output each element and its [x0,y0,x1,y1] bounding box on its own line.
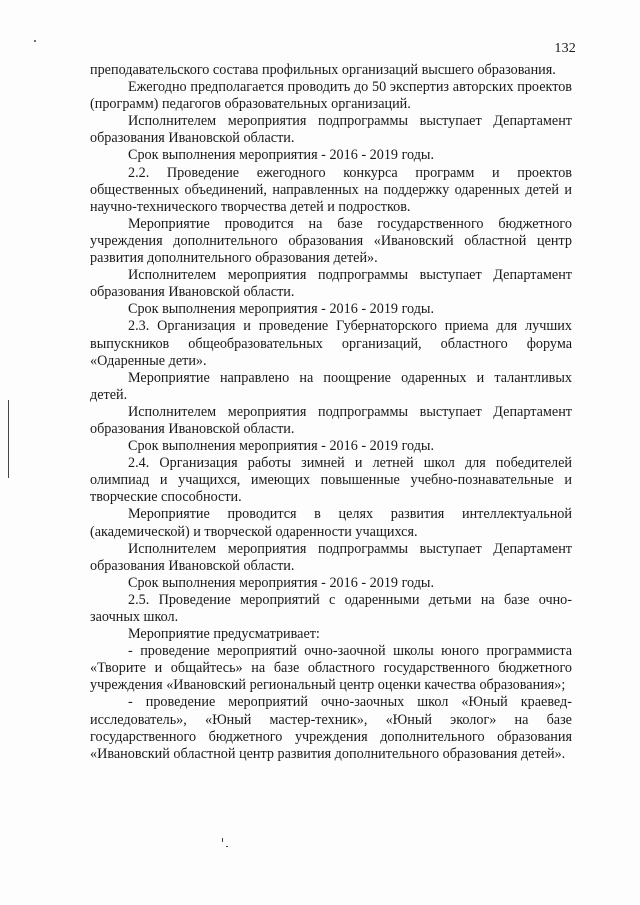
body-text [90,62,572,763]
paragraph: Исполнителем мероприятия подпрограммы выступает Департамент образования Ивановской области. [90,403,572,437]
scan-edge-line [8,400,9,478]
paragraph: Срок выполнения мероприятия - 2016 - 2019 годы. [128,438,435,455]
paragraph-item-2-2: 2.2. Проведение ежегодного конкурса программ и проектов общественных объединений, направленных на поддержку одаренных детей и научно-технического творчества детей и подростков. [90,164,572,215]
paragraph: Исполнителем мероприятия подпрограммы выступает Департамент образования Ивановской области. [90,267,572,301]
paragraph-item-2-5: 2.5. Проведение мероприятий с одаренными детьми на базе очно-заочных школ. [90,591,572,625]
paragraph: Мероприятие проводится на базе государственного бюджетного учреждения дополнительного образования «Ивановский областной центр развития дополнительного образования детей». [90,215,572,267]
scan-speck [226,846,228,847]
paragraph: Мероприятие проводится в целях развития интеллектуальной (академической) и творческой одаренности учащихся. [90,506,572,540]
scan-speck [34,40,36,42]
paragraph: Мероприятие предусматривает: [128,626,320,643]
list-item: - проведение мероприятий очно-заочных школ «Юный краевед-исследователь», «Юный мастер-техник», «Юный эколог» на базе государственного бюджетного учреждения дополнительного образования «Ивановский областной центр развития дополнительного образования детей». [90,694,572,762]
paragraph: Мероприятие направлено на поощрение одаренных и талантливых детей. [90,369,572,403]
paragraph: Срок выполнения мероприятия - 2016 - 2019 годы. [128,574,435,591]
paragraph: Ежегодно предполагается проводить до 50 экспертиз авторских проектов (программ) педагогов образовательных организаций. [90,79,572,113]
list-item: - проведение мероприятий очно-заочной школы юного программиста «Творите и общайтесь» на базе областного государственного бюджетного учреждения «Ивановский региональный центр оценки качества образования»; [90,643,572,694]
paragraph-continuation: преподавательского состава профильных организаций высшего образования. [90,62,556,78]
paragraph: Исполнителем мероприятия подпрограммы выступает Департамент образования Ивановской области. [90,540,572,574]
scan-speck [222,838,223,842]
paragraph: Срок выполнения мероприятия - 2016 - 2019 годы. [128,147,435,164]
paragraph-item-2-4: 2.4. Организация работы зимней и летней школ для победителей олимпиад и учащихся, имеющих повышенные учебно-познавательные и творческие способности. [90,455,572,506]
page-number: 132 [554,41,576,56]
paragraph: Срок выполнения мероприятия - 2016 - 2019 годы. [128,301,435,318]
paragraph: Исполнителем мероприятия подпрограммы выступает Департамент образования Ивановской области. [90,113,572,147]
paragraph-item-2-3: 2.3. Организация и проведение Губернаторского приема для лучших выпускников общеобразовательных организаций, областного форума «Одаренные дети». [90,318,572,369]
